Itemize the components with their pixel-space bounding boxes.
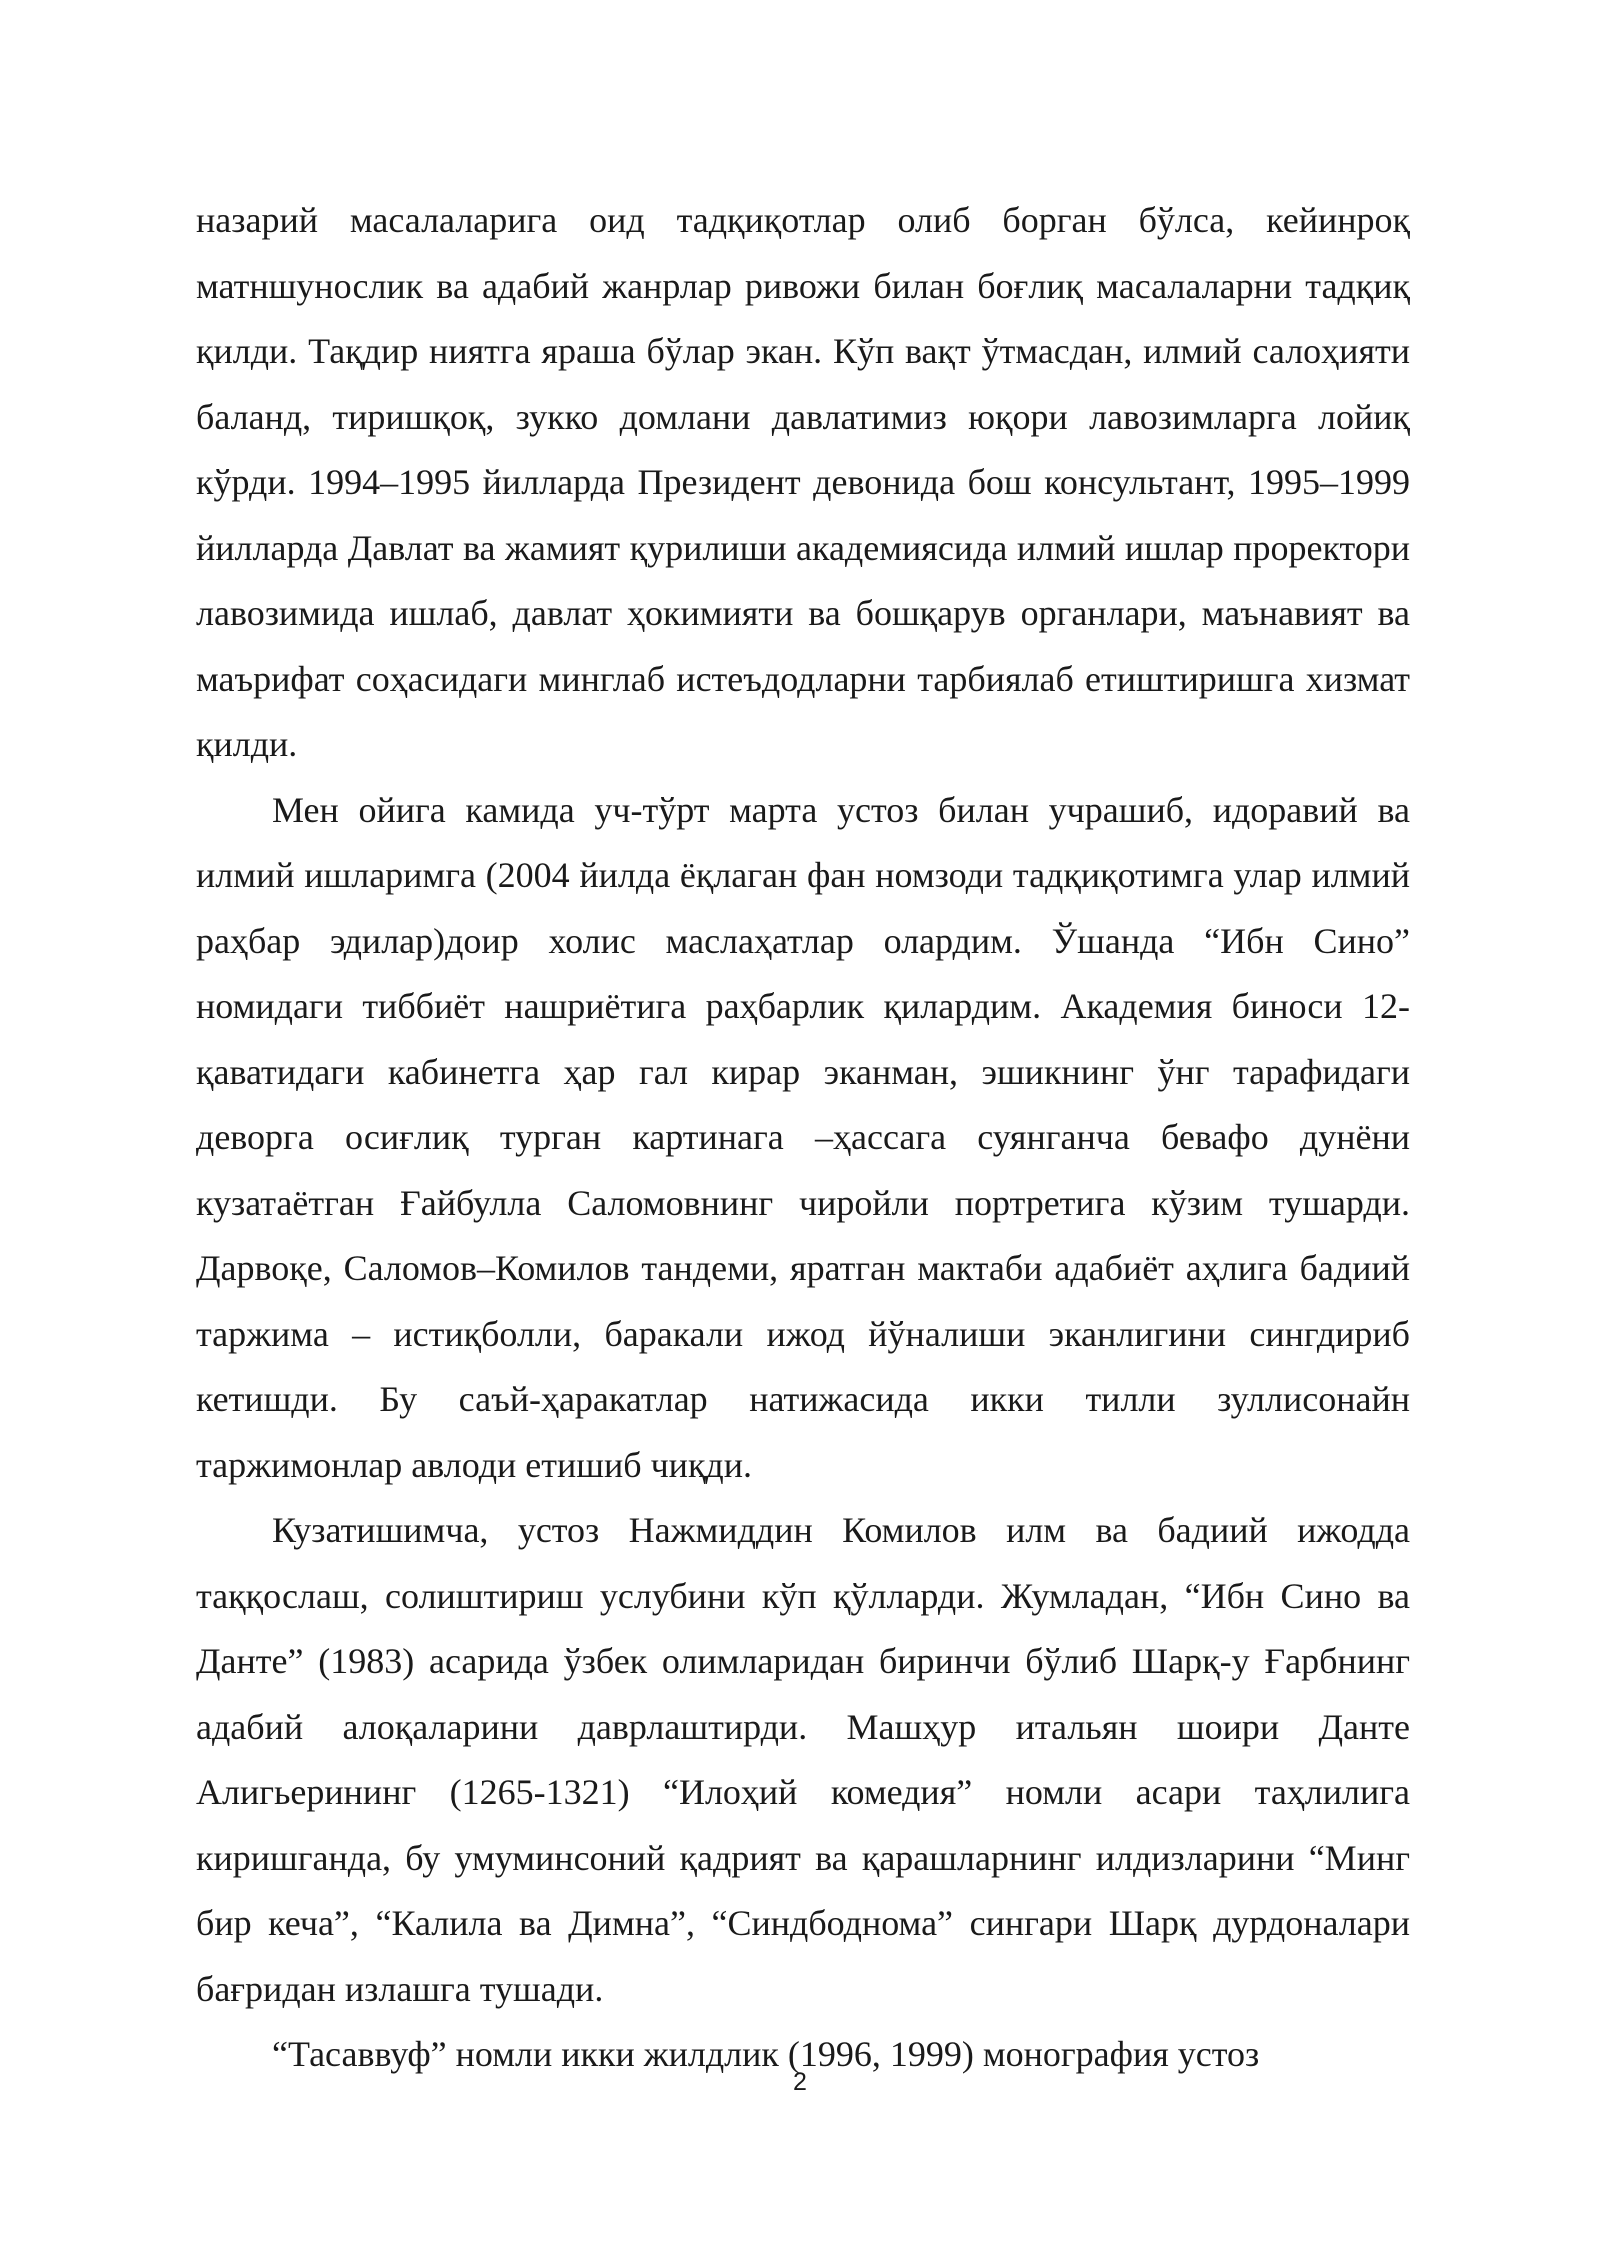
page-number: 2	[793, 2068, 807, 2096]
paragraph-1: назарий масалаларига оид тадқиқотлар олиб борган бўлса, кейинроқ матншунослик ва адабий жанрлар ривожи билан боғлиқ масалаларни тадқиқ қилди. Тақдир ниятга яраша бўлар экан. Кўп вақт ўтмасдан, илмий салоҳияти баланд, тиришқоқ, зукко домлани давлатимиз юқори лавозимларга лойиқ кўрди. 1994–1995 йилларда Президент девонида бош консультант, 1995–1999 йилларда Давлат ва жамият қурилиши академиясида илмий ишлар проректори лавозимида ишлаб, давлат ҳокимияти ва бошқарув органлари, маънавият ва маърифат соҳасидаги минглаб истеъдодларни тарбиялаб етиштиришга хизмат қилди.	[196, 200, 1410, 764]
paragraph-4: “Тасаввуф” номли икки жилдлик (1996, 1999) монография устоз	[272, 2034, 1260, 2074]
paragraph-3: Кузатишимча, устоз Нажмиддин Комилов илм ва бадиий ижодда таққослаш, солиштириш услубини кўп қўлларди. Жумладан, “Ибн Сино ва Данте” (1983) асарида ўзбек олимларидан биринчи бўлиб Шарқ-у Ғарбнинг адабий алоқаларини даврлаштирди. Машҳур итальян шоири Данте Алигьерининг (1265-1321) “Илоҳий комедия” номли асари таҳлилига киришганда, бу умуминсоний қадрият ва қарашларнинг илдизларини “Минг бир кеча”, “Калила ва Димна”, “Синдбоднома” сингари Шарқ дурдоналари бағридан излашга тушади.	[196, 1510, 1410, 2009]
document-page	[196, 188, 1410, 2088]
paragraph-2: Мен ойига камида уч-тўрт марта устоз билан учрашиб, идоравий ва илмий ишларимга (2004 йилда ёқлаган фан номзоди тадқиқотимга улар илмий раҳбар эдилар)доир холис маслаҳатлар олардим. Ўшанда “Ибн Сино” номидаги тиббиёт нашриётига раҳбарлик қилардим. Академия биноси 12-қаватидаги кабинетга ҳар гал кирар эканман, эшикнинг ўнг тарафидаги деворга осиғлиқ турган картинага –ҳассага суянганча бевафо дунёни кузатаётган Ғайбулла Саломовнинг чиройли портретига кўзим тушарди. Дарвоқе, Саломов–Комилов тандеми, яратган мактаби адабиёт аҳлига бадиий таржима – истиқболли, баракали ижод йўналиши эканлигини сингдириб кетишди. Бу саъй-ҳаракатлар натижасида икки тилли зуллисонайн таржимонлар авлоди етишиб чиқди.	[196, 789, 1410, 1485]
